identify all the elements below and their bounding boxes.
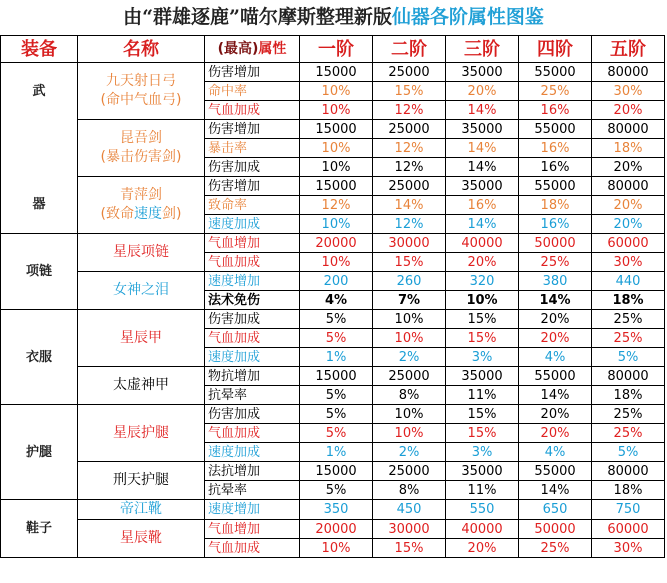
tier4-value: 16% bbox=[519, 158, 592, 177]
table-row bbox=[1, 500, 665, 520]
tier4-value: 55000 bbox=[519, 462, 592, 481]
tier5-value: 60000 bbox=[592, 520, 665, 539]
item-bow bbox=[78, 63, 205, 120]
item-name-text: 星辰项链 bbox=[113, 244, 169, 260]
tier5-value: 80000 bbox=[592, 120, 665, 139]
tier1-value: 1% bbox=[300, 348, 373, 367]
attr-cell: 物抗增加 bbox=[205, 367, 300, 386]
attr-cell: 致命率 bbox=[205, 196, 300, 215]
item-name-text: 速度 bbox=[134, 206, 162, 222]
tier3-value: 550 bbox=[446, 500, 519, 520]
tier5-value: 18% bbox=[592, 481, 665, 500]
tier3-value: 35000 bbox=[446, 367, 519, 386]
attr-cell: 气血加成 bbox=[205, 329, 300, 348]
tier4-value: 18% bbox=[519, 196, 592, 215]
tier2-value: 10% bbox=[373, 329, 446, 348]
tier5-value: 80000 bbox=[592, 63, 665, 82]
item-star-necklace bbox=[78, 234, 205, 272]
tier3-value: 16% bbox=[446, 196, 519, 215]
cat-shoes: 鞋子 bbox=[1, 500, 78, 558]
attr-cell: 气血增加 bbox=[205, 520, 300, 539]
tier2-value: 8% bbox=[373, 386, 446, 405]
item-name-text: 帝江靴 bbox=[120, 501, 162, 517]
tier5-value: 18% bbox=[592, 291, 665, 310]
tier2-value: 30000 bbox=[373, 234, 446, 253]
header-tier3: 三阶 bbox=[446, 36, 519, 63]
attr-cell: 伤害增加 bbox=[205, 177, 300, 196]
tier2-value: 15% bbox=[373, 253, 446, 272]
tier2-value: 450 bbox=[373, 500, 446, 520]
tier5-value: 80000 bbox=[592, 462, 665, 481]
tier4-value: 20% bbox=[519, 424, 592, 443]
tier1-value: 10% bbox=[300, 539, 373, 558]
table-row bbox=[1, 120, 665, 139]
tier4-value: 16% bbox=[519, 215, 592, 234]
tier3-value: 20% bbox=[446, 253, 519, 272]
tier2-value: 25000 bbox=[373, 63, 446, 82]
tier1-value: 10% bbox=[300, 158, 373, 177]
item-name-text: 昆吾剑 bbox=[120, 130, 162, 146]
item-goddess-tear bbox=[78, 272, 205, 310]
tier3-value: 3% bbox=[446, 348, 519, 367]
cat-weapon-mid bbox=[1, 120, 78, 177]
tier3-value: 35000 bbox=[446, 177, 519, 196]
header-attr-prefix: (最高) bbox=[217, 40, 259, 57]
table-body bbox=[1, 63, 665, 558]
tier2-value: 260 bbox=[373, 272, 446, 291]
table-row bbox=[1, 310, 665, 329]
attr-cell: 伤害加成 bbox=[205, 405, 300, 424]
tier5-value: 30% bbox=[592, 539, 665, 558]
tier2-value: 12% bbox=[373, 158, 446, 177]
tier1-value: 15000 bbox=[300, 367, 373, 386]
attr-cell: 抗晕率 bbox=[205, 481, 300, 500]
attr-cell: 伤害增加 bbox=[205, 120, 300, 139]
attr-cell: 气血加成 bbox=[205, 424, 300, 443]
tier4-value: 4% bbox=[519, 443, 592, 462]
header-attr-label: 属性 bbox=[258, 40, 287, 57]
tier1-value: 20000 bbox=[300, 234, 373, 253]
tier3-value: 15% bbox=[446, 310, 519, 329]
tier4-value: 20% bbox=[519, 310, 592, 329]
tier3-value: 40000 bbox=[446, 234, 519, 253]
header-row bbox=[1, 36, 665, 63]
cat-weapon-bottom: 器 bbox=[1, 177, 78, 234]
tier4-value: 14% bbox=[519, 481, 592, 500]
tier5-value: 750 bbox=[592, 500, 665, 520]
tier5-value: 80000 bbox=[592, 177, 665, 196]
tier2-value: 12% bbox=[373, 101, 446, 120]
tier1-value: 4% bbox=[300, 291, 373, 310]
table-row bbox=[1, 272, 665, 291]
item-taixu-armor bbox=[78, 367, 205, 405]
tier1-value: 15000 bbox=[300, 177, 373, 196]
item-name-text: (命中气血弓) bbox=[100, 92, 182, 108]
attr-cell: 气血加成 bbox=[205, 539, 300, 558]
tier3-value: 14% bbox=[446, 139, 519, 158]
item-name-text: (暴击伤害剑) bbox=[100, 149, 182, 165]
tier3-value: 15% bbox=[446, 329, 519, 348]
item-name-text: 九天射日弓 bbox=[106, 73, 176, 89]
header-tier4: 四阶 bbox=[519, 36, 592, 63]
tier2-value: 30000 bbox=[373, 520, 446, 539]
tier2-value: 7% bbox=[373, 291, 446, 310]
item-name-text: 星辰靴 bbox=[120, 530, 162, 546]
tier5-value: 25% bbox=[592, 405, 665, 424]
item-star-armor bbox=[78, 310, 205, 367]
item-name-text: 刑天护腿 bbox=[113, 472, 169, 488]
tier5-value: 25% bbox=[592, 424, 665, 443]
table-row bbox=[1, 405, 665, 424]
item-name-text: 女神之泪 bbox=[113, 282, 169, 298]
item-star-boots bbox=[78, 520, 205, 558]
tier4-value: 20% bbox=[519, 405, 592, 424]
tier5-value: 20% bbox=[592, 101, 665, 120]
table-row bbox=[1, 234, 665, 253]
cat-weapon-top: 武 bbox=[1, 63, 78, 120]
tier4-value: 55000 bbox=[519, 120, 592, 139]
tier2-value: 2% bbox=[373, 348, 446, 367]
tier3-value: 11% bbox=[446, 481, 519, 500]
tier5-value: 80000 bbox=[592, 367, 665, 386]
tier3-value: 40000 bbox=[446, 520, 519, 539]
tier4-value: 25% bbox=[519, 82, 592, 101]
item-xingtian-legs bbox=[78, 462, 205, 500]
title-prefix: 由“群雄逐鹿”喵尔摩斯整理新版 bbox=[123, 6, 392, 28]
tier1-value: 5% bbox=[300, 310, 373, 329]
attribute-table bbox=[0, 35, 665, 558]
tier1-value: 10% bbox=[300, 139, 373, 158]
attr-cell: 暴击率 bbox=[205, 139, 300, 158]
attr-cell: 抗晕率 bbox=[205, 386, 300, 405]
attr-cell: 伤害加成 bbox=[205, 310, 300, 329]
table-row bbox=[1, 63, 665, 82]
tier1-value: 10% bbox=[300, 82, 373, 101]
tier3-value: 10% bbox=[446, 291, 519, 310]
header-tier2: 二阶 bbox=[373, 36, 446, 63]
tier4-value: 380 bbox=[519, 272, 592, 291]
attr-cell: 法术免伤 bbox=[205, 291, 300, 310]
tier1-value: 15000 bbox=[300, 462, 373, 481]
attr-cell: 命中率 bbox=[205, 82, 300, 101]
tier1-value: 15000 bbox=[300, 63, 373, 82]
item-qingping-sword bbox=[78, 177, 205, 234]
tier1-value: 20000 bbox=[300, 520, 373, 539]
tier5-value: 5% bbox=[592, 348, 665, 367]
tier3-value: 35000 bbox=[446, 63, 519, 82]
tier4-value: 25% bbox=[519, 253, 592, 272]
tier3-value: 35000 bbox=[446, 462, 519, 481]
tier2-value: 14% bbox=[373, 196, 446, 215]
item-name-text: 星辰甲 bbox=[120, 329, 162, 346]
tier4-value: 20% bbox=[519, 329, 592, 348]
tier5-value: 5% bbox=[592, 443, 665, 462]
cat-necklace: 项链 bbox=[1, 234, 78, 310]
attr-cell: 法抗增加 bbox=[205, 462, 300, 481]
table-row bbox=[1, 367, 665, 386]
table-row bbox=[1, 462, 665, 481]
tier2-value: 2% bbox=[373, 443, 446, 462]
tier5-value: 18% bbox=[592, 139, 665, 158]
attr-cell: 气血加成 bbox=[205, 101, 300, 120]
tier2-value: 15% bbox=[373, 539, 446, 558]
tier5-value: 30% bbox=[592, 253, 665, 272]
tier1-value: 5% bbox=[300, 405, 373, 424]
tier3-value: 20% bbox=[446, 539, 519, 558]
tier3-value: 15% bbox=[446, 424, 519, 443]
tier1-value: 10% bbox=[300, 253, 373, 272]
tier5-value: 20% bbox=[592, 196, 665, 215]
tier5-value: 20% bbox=[592, 215, 665, 234]
tier4-value: 50000 bbox=[519, 234, 592, 253]
tier3-value: 20% bbox=[446, 82, 519, 101]
item-name-text: 青萍剑 bbox=[120, 187, 162, 203]
tier3-value: 11% bbox=[446, 386, 519, 405]
tier1-value: 5% bbox=[300, 386, 373, 405]
cat-armor: 衣服 bbox=[1, 310, 78, 405]
item-name-text: 星辰护腿 bbox=[113, 424, 169, 441]
tier4-value: 14% bbox=[519, 291, 592, 310]
tier3-value: 14% bbox=[446, 101, 519, 120]
tier1-value: 200 bbox=[300, 272, 373, 291]
tier4-value: 16% bbox=[519, 101, 592, 120]
header-tier5: 五阶 bbox=[592, 36, 665, 63]
cat-legs: 护腿 bbox=[1, 405, 78, 500]
tier1-value: 10% bbox=[300, 101, 373, 120]
item-name-text: 太虚神甲 bbox=[113, 377, 169, 393]
attr-cell: 气血加成 bbox=[205, 253, 300, 272]
tier5-value: 30% bbox=[592, 82, 665, 101]
attr-cell: 速度加成 bbox=[205, 215, 300, 234]
tier1-value: 5% bbox=[300, 424, 373, 443]
tier4-value: 4% bbox=[519, 348, 592, 367]
tier5-value: 18% bbox=[592, 386, 665, 405]
tier2-value: 12% bbox=[373, 139, 446, 158]
tier1-value: 1% bbox=[300, 443, 373, 462]
tier4-value: 55000 bbox=[519, 177, 592, 196]
header-attr bbox=[205, 36, 300, 63]
tier2-value: 8% bbox=[373, 481, 446, 500]
tier2-value: 25000 bbox=[373, 462, 446, 481]
tier3-value: 14% bbox=[446, 158, 519, 177]
item-name-text: 剑) bbox=[162, 206, 182, 222]
table-row bbox=[1, 520, 665, 539]
header-name: 名称 bbox=[78, 36, 205, 63]
attr-cell: 伤害加成 bbox=[205, 158, 300, 177]
tier1-value: 12% bbox=[300, 196, 373, 215]
tier2-value: 15% bbox=[373, 82, 446, 101]
tier1-value: 5% bbox=[300, 481, 373, 500]
tier5-value: 60000 bbox=[592, 234, 665, 253]
tier3-value: 15% bbox=[446, 405, 519, 424]
item-dijiang-boots bbox=[78, 500, 205, 520]
tier3-value: 35000 bbox=[446, 120, 519, 139]
attr-cell: 速度增加 bbox=[205, 500, 300, 520]
tier1-value: 5% bbox=[300, 329, 373, 348]
attr-cell: 伤害增加 bbox=[205, 63, 300, 82]
tier1-value: 350 bbox=[300, 500, 373, 520]
tier4-value: 55000 bbox=[519, 63, 592, 82]
tier2-value: 10% bbox=[373, 310, 446, 329]
header-equip: 装备 bbox=[1, 36, 78, 63]
tier5-value: 25% bbox=[592, 310, 665, 329]
tier3-value: 3% bbox=[446, 443, 519, 462]
item-star-legs bbox=[78, 405, 205, 462]
tier5-value: 20% bbox=[592, 158, 665, 177]
tier2-value: 12% bbox=[373, 215, 446, 234]
tier4-value: 25% bbox=[519, 539, 592, 558]
title-highlight: 仙器各阶属性图鉴 bbox=[391, 6, 544, 28]
page-title bbox=[0, 0, 667, 35]
tier4-value: 50000 bbox=[519, 520, 592, 539]
tier5-value: 25% bbox=[592, 329, 665, 348]
attr-cell: 速度增加 bbox=[205, 272, 300, 291]
tier2-value: 25000 bbox=[373, 177, 446, 196]
tier2-value: 25000 bbox=[373, 120, 446, 139]
tier2-value: 25000 bbox=[373, 367, 446, 386]
tier4-value: 650 bbox=[519, 500, 592, 520]
tier3-value: 320 bbox=[446, 272, 519, 291]
tier4-value: 55000 bbox=[519, 367, 592, 386]
item-kunwu-sword bbox=[78, 120, 205, 177]
tier2-value: 10% bbox=[373, 424, 446, 443]
tier5-value: 440 bbox=[592, 272, 665, 291]
attr-cell: 速度加成 bbox=[205, 443, 300, 462]
tier2-value: 10% bbox=[373, 405, 446, 424]
tier4-value: 16% bbox=[519, 139, 592, 158]
attr-cell: 速度加成 bbox=[205, 348, 300, 367]
attr-cell: 气血增加 bbox=[205, 234, 300, 253]
table-row bbox=[1, 177, 665, 196]
tier1-value: 10% bbox=[300, 215, 373, 234]
header-tier1: 一阶 bbox=[300, 36, 373, 63]
tier3-value: 14% bbox=[446, 215, 519, 234]
item-name-text: (致命 bbox=[100, 206, 134, 222]
tier4-value: 14% bbox=[519, 386, 592, 405]
tier1-value: 15000 bbox=[300, 120, 373, 139]
